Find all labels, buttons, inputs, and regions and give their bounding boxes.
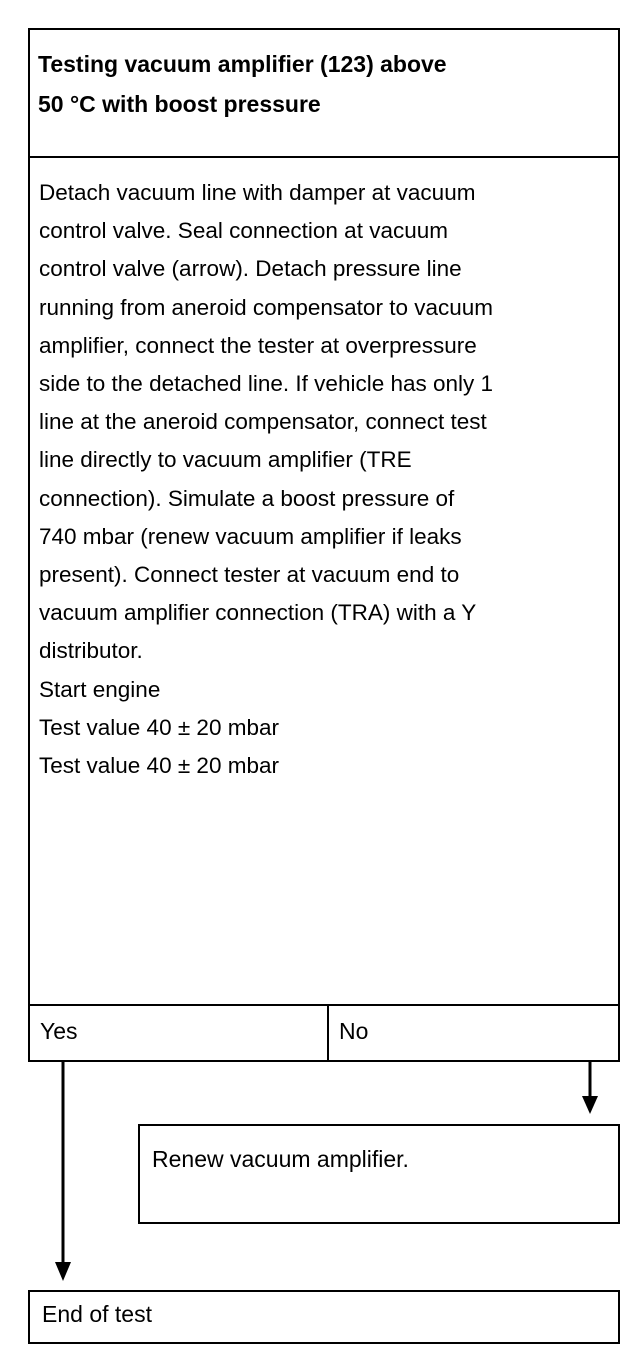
no-arrow [582, 1062, 598, 1114]
instruction-line: vacuum amplifier connection (TRA) with a Y [39, 600, 477, 626]
renew-amplifier-text: Renew vacuum amplifier. [152, 1146, 409, 1172]
instruction-line: control valve (arrow). Detach pressure line [39, 256, 462, 282]
title-line: Testing vacuum amplifier (123) above [38, 51, 447, 77]
instruction-line: running from aneroid compensator to vacuum [39, 294, 493, 320]
test-step-title [30, 30, 618, 158]
title-line: 50 °C with boost pressure [38, 91, 321, 117]
instruction-line: 740 mbar (renew vacuum amplifier if leaks [39, 523, 462, 549]
instruction-line: control valve. Seal connection at vacuum [39, 218, 448, 244]
instruction-line: Test value 40 ± 20 mbar [39, 714, 279, 740]
answer-row [30, 1004, 618, 1060]
instruction-line: line at the aneroid compensator, connect test [39, 409, 487, 435]
instruction-line: side to the detached line. If vehicle has only 1 [39, 371, 494, 397]
instruction-line: distributor. [39, 638, 143, 664]
instruction-line: Start engine [39, 676, 161, 702]
instruction-line: connection). Simulate a boost pressure of [39, 485, 455, 511]
instruction-line: Detach vacuum line with damper at vacuum [39, 180, 476, 205]
renew-amplifier-box [138, 1124, 620, 1224]
yes-answer: Yes [30, 1006, 329, 1060]
yes-arrow [55, 1062, 71, 1281]
end-of-test-box [28, 1290, 620, 1344]
instruction-line: Test value 40 ± 20 mbar [39, 753, 279, 779]
no-answer: No [339, 1018, 369, 1044]
end-of-test-text: End of test [42, 1301, 152, 1327]
instruction-line: present). Connect tester at vacuum end to [39, 562, 460, 588]
instruction-line: line directly to vacuum amplifier (TRE [39, 447, 412, 473]
instruction-line: amplifier, connect the tester at overpressure [39, 332, 477, 358]
test-step-box [28, 28, 620, 1062]
test-step-instructions [30, 174, 618, 785]
